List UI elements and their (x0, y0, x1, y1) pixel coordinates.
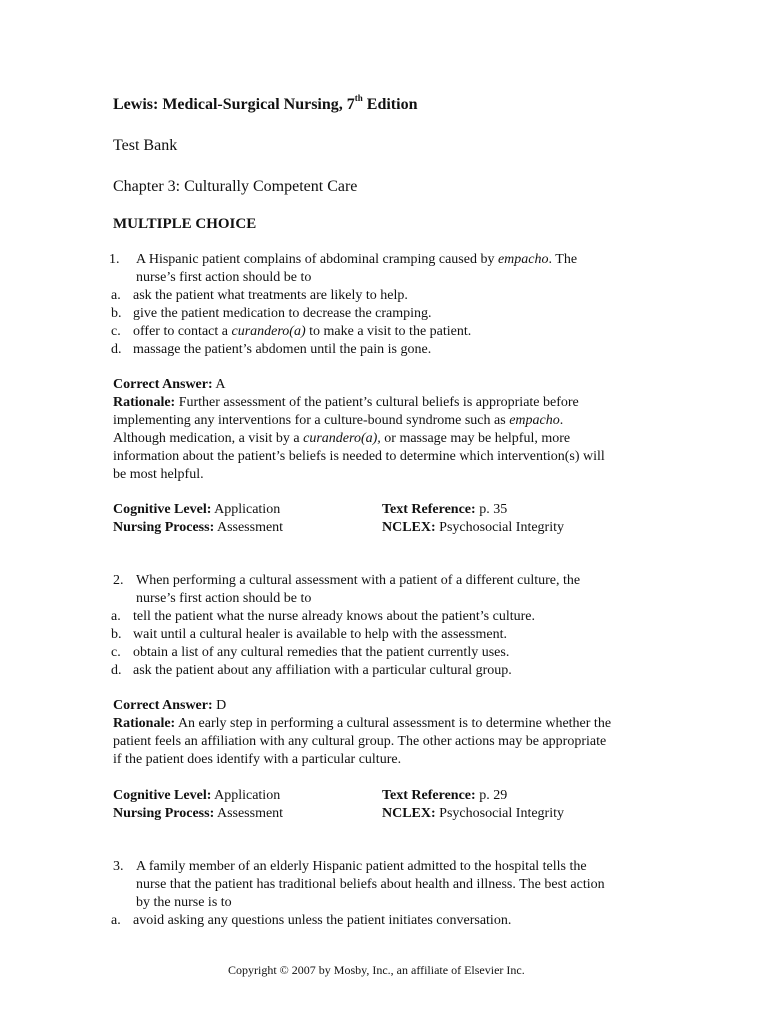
nursing-process: Nursing Process: Assessment (113, 520, 284, 535)
rationale-line: information about the patient’s beliefs is needed to determine which intervention(s) will (113, 449, 605, 464)
option-letter: a. (111, 913, 121, 928)
rationale: Rationale: An early step in performing a cultural assessment is to determine whether the (113, 716, 612, 731)
rationale-line: if the patient does identify with a particular culture. (113, 752, 402, 767)
correct-answer: Correct Answer: D (113, 698, 227, 713)
option-letter: b. (111, 627, 122, 642)
option-d: ask the patient about any affiliation with a particular cultural group. (133, 663, 512, 678)
option-a: tell the patient what the nurse already knows about the patient’s culture. (133, 609, 535, 624)
option-a: ask the patient what treatments are likely to help. (133, 288, 408, 303)
option-letter: c. (111, 645, 121, 660)
edition-superscript: th (354, 93, 363, 103)
option-letter: a. (111, 609, 121, 624)
nclex-category: NCLEX: Psychosocial Integrity (382, 520, 564, 535)
option-letter: d. (111, 663, 122, 678)
rationale-line: implementing any interventions for a culture-bound syndrome such as empacho. (113, 413, 564, 428)
option-b: wait until a cultural healer is available to help with the assessment. (133, 627, 508, 642)
rationale: Rationale: Further assessment of the patient’s cultural beliefs is appropriate before (113, 395, 579, 410)
option-c: obtain a list of any cultural remedies that the patient currently uses. (133, 645, 510, 660)
option-b: give the patient medication to decrease the cramping. (133, 306, 432, 321)
rationale-line: Although medication, a visit by a curandero(a), or massage may be helpful, more (113, 431, 571, 446)
cognitive-level: Cognitive Level: Application (113, 788, 281, 803)
question-number: 2. (113, 573, 124, 588)
option-a: avoid asking any questions unless the patient initiates conversation. (133, 913, 512, 928)
document-subtitle: Test Bank (113, 137, 178, 154)
question-stem: nurse that the patient has traditional beliefs about health and illness. The best action (136, 877, 605, 892)
question-stem: A Hispanic patient complains of abdominal cramping caused by empacho. The (136, 252, 578, 267)
nclex-category: NCLEX: Psychosocial Integrity (382, 806, 564, 821)
copyright-footer: Copyright © 2007 by Mosby, Inc., an affiliate of Elsevier Inc. (228, 963, 525, 977)
section-heading: MULTIPLE CHOICE (113, 216, 257, 232)
text-reference: Text Reference: p. 29 (382, 788, 508, 803)
cognitive-level: Cognitive Level: Application (113, 502, 281, 517)
option-d: massage the patient’s abdomen until the pain is gone. (133, 342, 432, 357)
book-title: Lewis: Medical-Surgical Nursing, 7th Edition (113, 93, 418, 113)
question-stem: A family member of an elderly Hispanic patient admitted to the hospital tells the (136, 859, 587, 874)
question-stem: by the nurse is to (136, 895, 232, 910)
question-stem: When performing a cultural assessment with a patient of a different culture, the (136, 573, 581, 588)
question-stem: nurse’s first action should be to (136, 591, 312, 606)
option-letter: d. (111, 342, 122, 357)
rationale-line: be most helpful. (113, 467, 204, 482)
chapter-title: Chapter 3: Culturally Competent Care (113, 178, 358, 195)
option-letter: a. (111, 288, 121, 303)
option-letter: b. (111, 306, 122, 321)
option-c: offer to contact a curandero(a) to make a visit to the patient. (133, 324, 472, 339)
option-letter: c. (111, 324, 121, 339)
question-number: 1. (109, 252, 120, 267)
text-reference: Text Reference: p. 35 (382, 502, 508, 517)
rationale-line: patient feels an affiliation with any cultural group. The other actions may be appropriate (113, 734, 607, 749)
correct-answer: Correct Answer: A (113, 377, 226, 392)
nursing-process: Nursing Process: Assessment (113, 806, 284, 821)
question-number: 3. (113, 859, 124, 874)
question-stem: nurse’s first action should be to (136, 270, 312, 285)
